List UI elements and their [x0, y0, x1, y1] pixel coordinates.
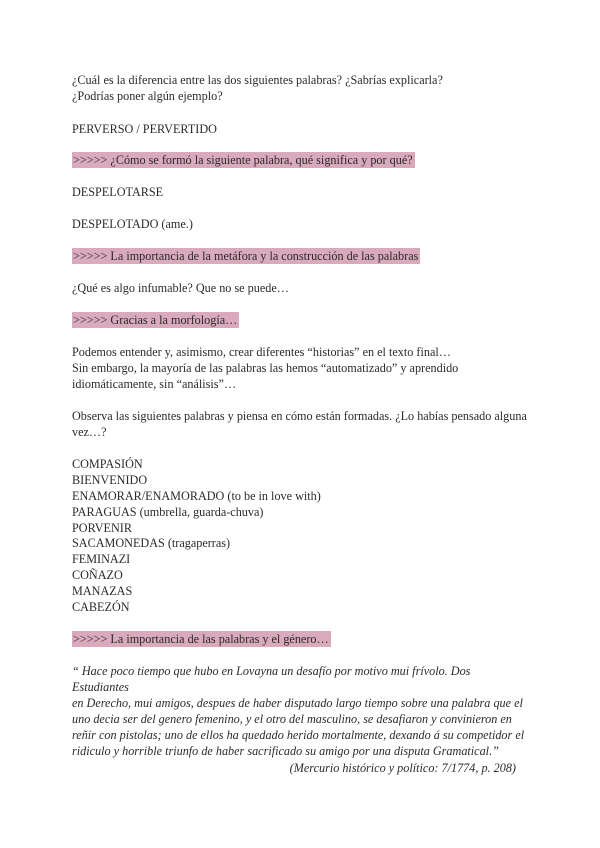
intro-line: ¿Cuál es la diferencia entre las dos siguientes palabras? ¿Sabrías explicarla?	[72, 73, 443, 87]
word-list-item: COMPASIÓN	[72, 457, 143, 471]
paragraph-line: Observa las siguientes palabras y piensa en cómo están formadas. ¿Lo habías pensado alguna	[72, 409, 527, 423]
paragraph-line: idiomáticamente, sin “análisis”…	[72, 377, 237, 391]
word-list-item: COÑAZO	[72, 568, 123, 583]
paragraph-line: Sin embargo, la mayoría de las palabras las hemos “automatizado” y aprendido	[72, 361, 459, 375]
heading-highlight: >>>>> Gracias a la morfología…	[73, 313, 238, 327]
question-text: ¿Qué es algo infumable? Que no se puede…	[72, 281, 289, 295]
paragraph-line: Podemos entender y, asimismo, crear diferentes “historias” en el texto final…	[72, 345, 451, 359]
word-list-item: MANAZAS	[72, 584, 133, 599]
word-list-item: PARAGUAS (umbrella, guarda-chuva)	[72, 504, 264, 519]
quote-line: reñir con pistolas; uno de ellos ha quedado herido mortalmente, dexando á su competidor el	[72, 728, 525, 742]
paragraph-observe	[72, 408, 542, 440]
section-heading-gender	[72, 631, 532, 647]
intro-question	[72, 72, 532, 104]
word-list-item: SACAMONEDAS (tragaperras)	[72, 536, 231, 551]
intro-line: ¿Podrías poner algún ejemplo?	[72, 89, 223, 103]
section-heading-metaphor	[72, 248, 532, 264]
word-list-item: ENAMORAR/ENAMORADO (to be in love with)	[72, 488, 321, 503]
word-pair: PERVERSO / PERVERTIDO	[72, 122, 217, 136]
heading-highlight: >>>>> La importancia de la metáfora y la construcción de las palabras	[73, 249, 419, 263]
heading-highlight: >>>>> La importancia de las palabras y el género…	[73, 632, 329, 646]
paragraph-automatization	[72, 344, 532, 392]
word-list-item: FEMINAZI	[72, 552, 131, 567]
quote-line: en Derecho, mui amigos, despues de haber disputado largo tiempo sobre una palabra que el	[72, 696, 523, 710]
quote-line: ridiculo y horrible triunfo de haber sacrificado su amigo por una disputa Gramatical.”	[72, 744, 499, 758]
heading-highlight: >>>>> ¿Cómo se formó la siguiente palabra, qué significa y por qué?	[73, 153, 413, 167]
example-word: DESPELOTADO (ame.)	[72, 217, 193, 231]
word-list	[72, 456, 532, 615]
word-list-item: BIENVENIDO	[72, 472, 148, 487]
word-list-item: PORVENIR	[72, 520, 132, 535]
example-word: DESPELOTARSE	[72, 185, 164, 199]
quote-line: uno decia ser del genero femenino, y el otro del masculino, se desafiaron y convinieron en	[72, 712, 512, 726]
quote-line: “ Hace poco tiempo que hubo en Lovayna un desafío por motivo mui frívolo. Dos Estudiantes	[72, 664, 471, 694]
historical-quote	[72, 663, 530, 759]
quote-citation: (Mercurio histórico y político: 7/1774, p. 208)	[289, 761, 516, 775]
section-heading-formation	[72, 152, 532, 168]
word-list-item: CABEZÓN	[72, 600, 130, 615]
section-heading-morphology	[72, 312, 532, 328]
paragraph-line: vez…?	[72, 425, 107, 439]
